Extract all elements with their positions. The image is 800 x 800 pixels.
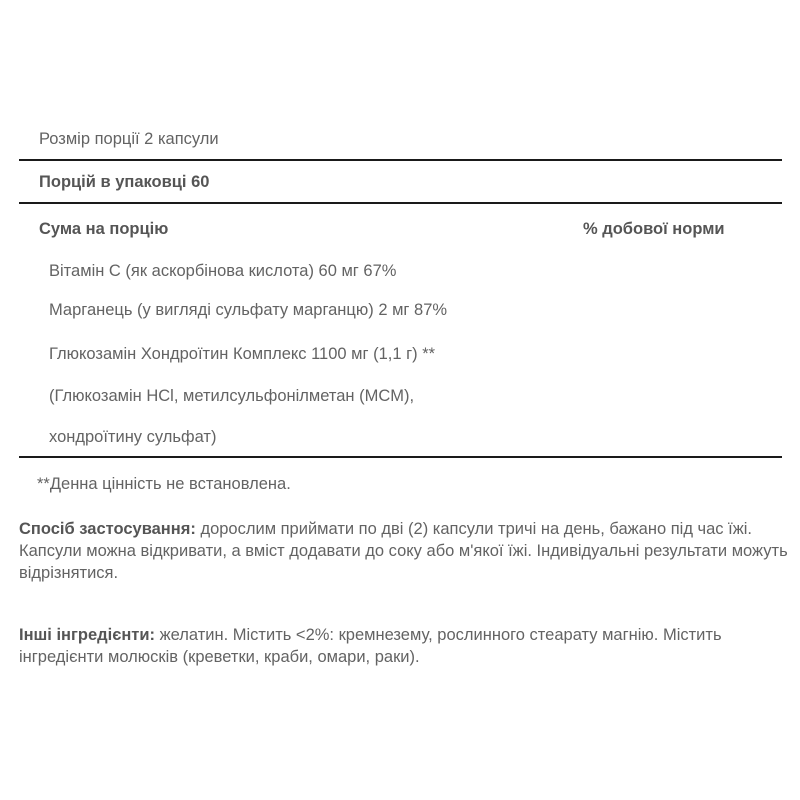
- daily-value-header: % добової норми: [583, 220, 725, 238]
- divider-line: [19, 159, 782, 161]
- servings-per-container: Порцій в упаковці 60: [39, 173, 210, 191]
- nutrient-row: (Глюкозамін HCl, метилсульфонілметан (MCM),: [49, 387, 415, 405]
- amount-per-serving-header: Сума на порцію: [39, 220, 169, 238]
- other-ingredients-paragraph: [19, 624, 789, 668]
- divider-line: [19, 456, 782, 458]
- nutrient-row: хондроїтину сульфат): [49, 428, 217, 446]
- nutrient-row: Вітамін C (як аскорбінова кислота) 60 мг 67%: [49, 262, 397, 280]
- serving-size: Розмір порції 2 капсули: [39, 130, 219, 148]
- other-ingredients-text: желатин. Містить <2%: кремнезему, рослинного стеарату магнію. Містить інгредієнти молюсків (креветки, краби, омари, раки).: [19, 626, 722, 666]
- directions-label: Спосіб застосування:: [19, 520, 196, 538]
- directions-text: дорослим приймати по дві (2) капсули тричі на день, бажано під час їжі. Капсули можна відкривати, а вміст додавати до соку або м'якої їжі. Індивідуальні результати можуть відрізнятися.: [19, 520, 788, 582]
- nutrient-row: Глюкозамін Хондроїтин Комплекс 1100 мг (1,1 г) **: [49, 345, 436, 363]
- nutrient-row: Марганець (у вигляді сульфату марганцю) 2 мг 87%: [49, 301, 448, 319]
- divider-line: [19, 202, 782, 204]
- other-ingredients-label: Інші інгредієнти:: [19, 626, 156, 644]
- footnote: **Денна цінність не встановлена.: [37, 475, 291, 493]
- directions-paragraph: [19, 518, 789, 584]
